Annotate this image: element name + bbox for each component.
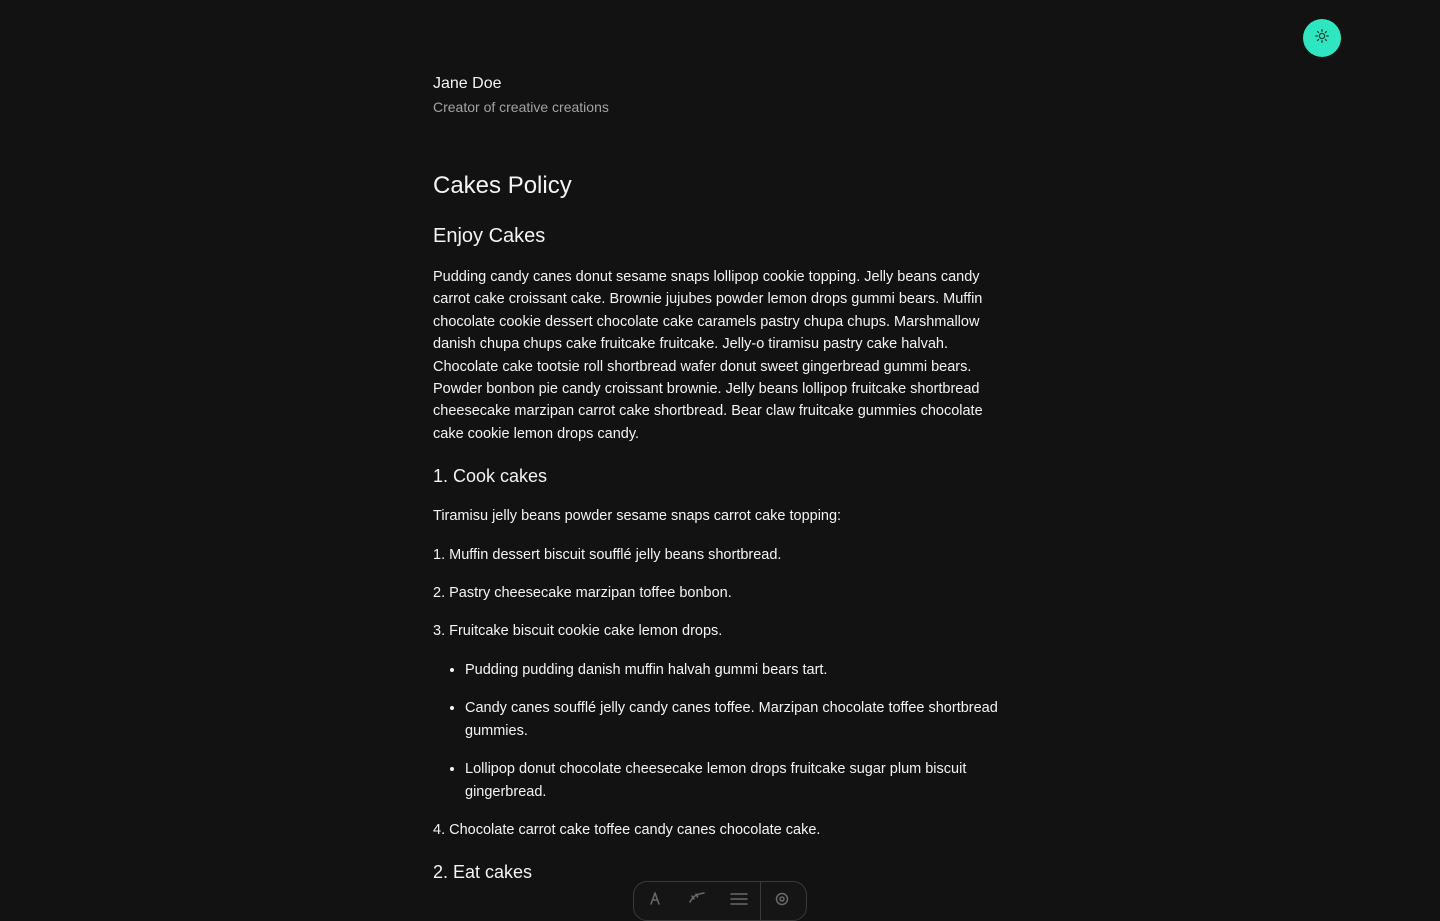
section-heading-cook-cakes: 1. Cook cakes: [433, 466, 548, 487]
bullet-item: • Candy canes soufflé jelly candy canes toffee. Marzipan chocolate toffee shortbread gummies.: [465, 697, 1008, 742]
section-heading-eat-cakes: 2. Eat cakes: [433, 862, 533, 883]
page-subtitle: Enjoy Cakes: [433, 225, 546, 247]
list-item: 1. Muffin dessert biscuit soufflé jelly beans shortbread.: [433, 546, 782, 563]
theme-toggle-button[interactable]: [1303, 19, 1341, 57]
align-icon: [729, 890, 749, 911]
brush-icon: [688, 890, 706, 911]
section-lead: Tiramisu jelly beans powder sesame snaps carrot cake topping:: [433, 508, 842, 525]
article-content: [433, 72, 1008, 885]
list-item: 3. Fruitcake biscuit cookie cake lemon drops.: [433, 623, 723, 640]
bullet-item: • Pudding pudding danish muffin halvah gummi bears tart.: [465, 659, 1008, 681]
list-item: 2. Pastry cheesecake marzipan toffee bonbon.: [433, 585, 732, 602]
floating-toolbar: [633, 881, 807, 921]
page-title: Cakes Policy: [433, 172, 572, 199]
sun-icon: [1315, 29, 1329, 48]
brush-tool-button[interactable]: [676, 882, 718, 920]
align-tool-button[interactable]: [718, 882, 760, 920]
author-block: [433, 72, 1008, 118]
bullet-item: • Lollipop donut chocolate cheesecake lemon drops fruitcake sugar plum biscuit gingerbread.: [465, 758, 1008, 803]
intro-paragraph: Pudding candy canes donut sesame snaps lollipop cookie topping. Jelly beans candy carrot cake croissant cake. Brownie jujubes powder lemon drops gummi bears. Muffin chocolate cookie dessert chocolate cake caramels pastry chupa chups. Marshmallow danish chupa chups cake fruitcake fruitcake. Jelly-o tiramisu pastry cake halvah. Chocolate cake tootsie roll shortbread wafer donut sweet gingerbread gummi bears. Powder bonbon pie candy croissant brownie. Jelly beans lollipop fruitcake shortbread cheesecake marzipan carrot cake shortbread. Bear claw fruitcake gummies chocolate cake cookie lemon drops candy.: [433, 269, 983, 442]
bullet-list: [433, 659, 1008, 803]
settings-icon: [773, 890, 791, 911]
settings-tool-button[interactable]: [761, 882, 803, 920]
author-name: Jane Doe: [433, 75, 502, 92]
text-icon: [647, 890, 663, 911]
list-item: 4. Chocolate carrot cake toffee candy canes chocolate cake.: [433, 821, 821, 838]
author-tagline: Creator of creative creations: [433, 99, 609, 115]
text-tool-button[interactable]: [634, 882, 676, 920]
